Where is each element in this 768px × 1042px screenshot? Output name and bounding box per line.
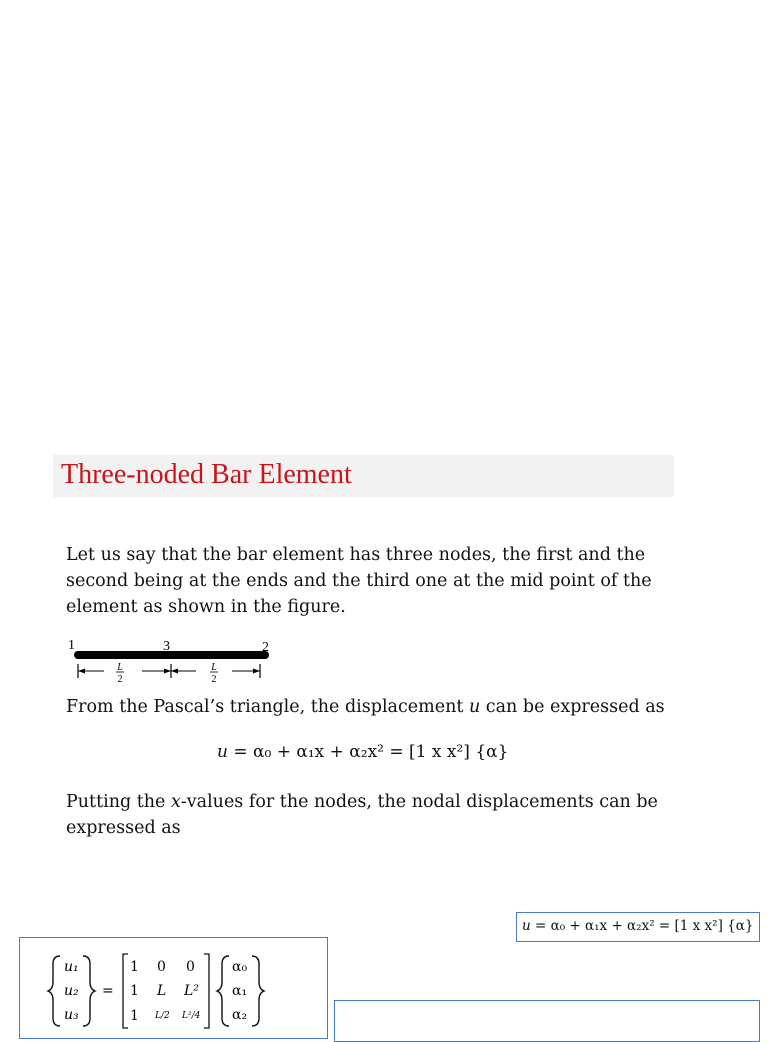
m-2-3: L² bbox=[184, 983, 199, 999]
alpha0: α₀ bbox=[232, 959, 248, 975]
alpha2: α₂ bbox=[232, 1007, 248, 1023]
node-1-label: 1 bbox=[68, 638, 75, 653]
alpha-left-brace bbox=[217, 956, 229, 1026]
nodal-text-suffix: -values for the nodes, the nodal displacements can be expressed as bbox=[66, 792, 658, 838]
pascal-text-prefix: From the Pascal’s triangle, the displacement bbox=[66, 697, 469, 717]
m-3-2: L/2 bbox=[155, 1011, 170, 1021]
bar-dimension-figure bbox=[62, 660, 292, 686]
u3: u₃ bbox=[64, 1007, 79, 1023]
matrix-right-bracket bbox=[204, 954, 209, 1028]
dim-left-num: L bbox=[117, 662, 123, 673]
pascal-paragraph bbox=[66, 694, 676, 720]
overlay-box-partial bbox=[334, 1000, 760, 1042]
u-left-brace bbox=[48, 956, 60, 1026]
m-3-3: L²/4 bbox=[182, 1011, 201, 1021]
section-title: Three-noded Bar Element bbox=[61, 459, 352, 490]
displacement-equation bbox=[217, 742, 508, 762]
matrix-equation bbox=[20, 938, 327, 1038]
nodal-paragraph bbox=[66, 789, 676, 841]
m-2-1: 1 bbox=[130, 983, 139, 999]
section-title-bar bbox=[53, 455, 674, 497]
m-3-1: 1 bbox=[130, 1008, 139, 1024]
equation-rhs: = α₀ + α₁x + α₂x² = [1 x x²] {α} bbox=[233, 742, 509, 762]
matrix-left-bracket bbox=[123, 954, 128, 1028]
u2: u₂ bbox=[64, 983, 79, 999]
dim-arrow-left-b bbox=[164, 669, 171, 674]
equation-lhs: u bbox=[217, 742, 228, 762]
alpha1: α₁ bbox=[232, 983, 248, 999]
m-2-2: L bbox=[157, 983, 167, 999]
dim-right-num: L bbox=[211, 662, 217, 673]
equation-overlay-box bbox=[516, 912, 760, 942]
dim-left-den: 2 bbox=[117, 674, 123, 685]
equation-copy-rhs: = α₀ + α₁x + α₂x² = [1 x x²] {α} bbox=[535, 918, 754, 934]
pascal-var-u: u bbox=[468, 697, 481, 717]
u1: u₁ bbox=[64, 959, 79, 975]
nodal-text-prefix: Putting the bbox=[66, 792, 171, 812]
dim-arrow-right-b bbox=[253, 669, 260, 674]
node-3-label: 3 bbox=[163, 639, 170, 654]
m-1-1: 1 bbox=[130, 959, 139, 975]
node-2-label: 2 bbox=[262, 640, 269, 655]
matrix-equals: = bbox=[102, 983, 114, 999]
alpha-right-brace bbox=[252, 956, 264, 1026]
dim-right-den: 2 bbox=[211, 674, 217, 685]
dim-arrow-right-a bbox=[171, 669, 178, 674]
pascal-text-suffix: can be expressed as bbox=[480, 697, 665, 717]
equation-copy-lhs: u bbox=[522, 918, 531, 934]
displacement-equation-copy bbox=[522, 918, 753, 934]
nodal-var-x: x bbox=[170, 792, 181, 812]
dim-arrow-left-a bbox=[78, 669, 85, 674]
intro-paragraph: Let us say that the bar element has three nodes, the first and the second being at the ends and the third one at the mid point of the element as shown in the figure. bbox=[66, 545, 652, 617]
m-1-2: 0 bbox=[157, 959, 166, 975]
m-1-3: 0 bbox=[186, 959, 195, 975]
u-right-brace bbox=[83, 956, 95, 1026]
